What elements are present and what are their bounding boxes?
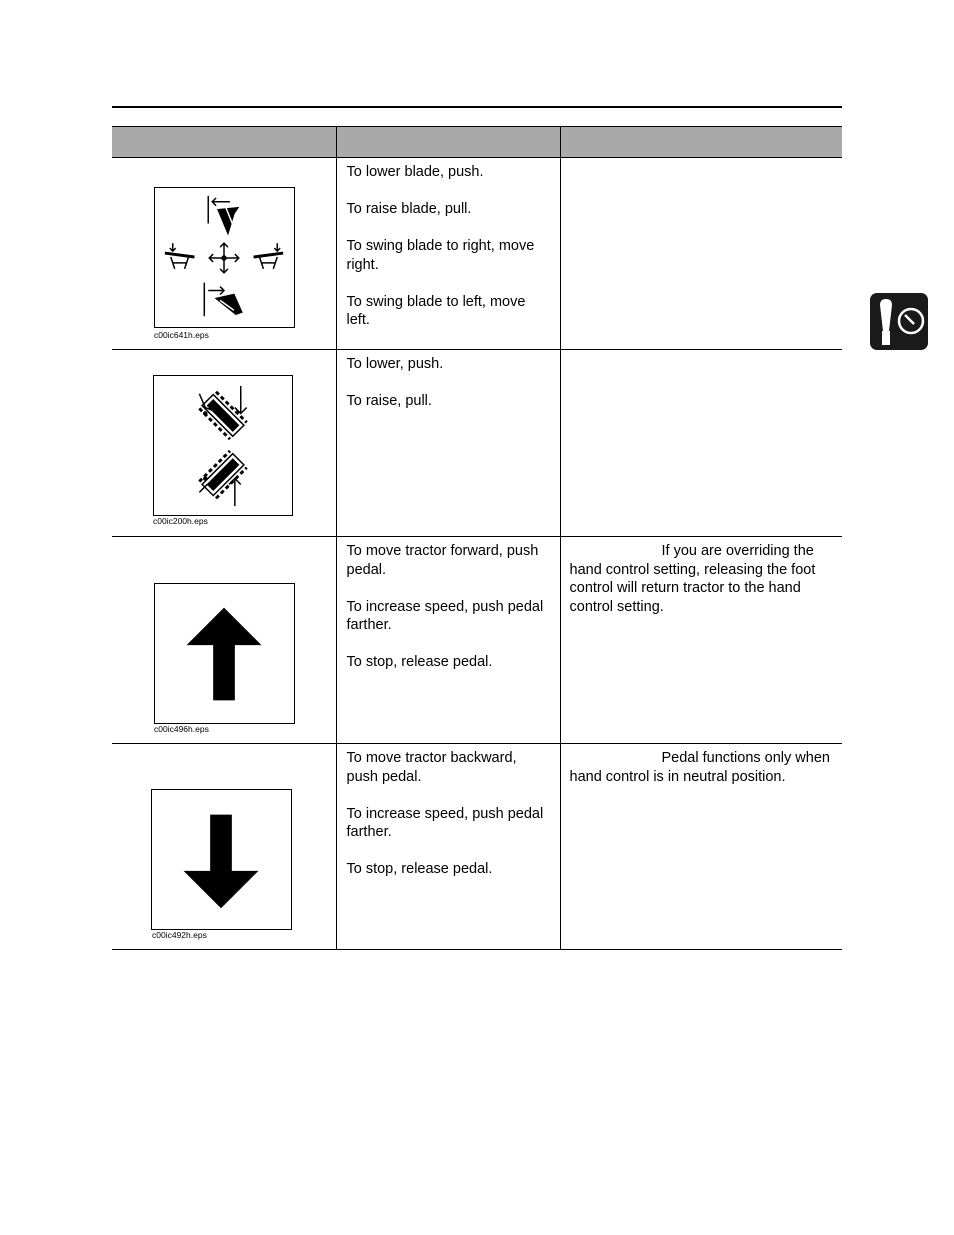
- table-row: [112, 350, 842, 537]
- table-row: [112, 537, 842, 744]
- action-text: To increase speed, push pedal farther.: [346, 598, 544, 633]
- notes-cell: [560, 744, 842, 950]
- controls-table: [112, 126, 842, 950]
- action-text: To move tractor forward, push pedal.: [346, 543, 539, 578]
- action-text: To swing blade to right, move right.: [346, 238, 535, 273]
- symbol-caption: c00ic496h.eps: [154, 724, 209, 734]
- controls-lever-gauge-icon: [870, 293, 928, 350]
- action-text: To lower, push.: [346, 356, 444, 372]
- action-text: To lower blade, push.: [346, 164, 484, 180]
- notes-text: Pedal functions only when hand control is in neutral position.: [569, 750, 830, 785]
- symbol-cell: [112, 158, 336, 350]
- action-cell: [336, 744, 560, 950]
- action-text: To swing blade to left, move left.: [346, 293, 526, 328]
- symbol-cell: [112, 350, 336, 537]
- symbol-cell: [112, 537, 336, 744]
- symbol-caption: c00ic641h.eps: [154, 330, 209, 340]
- header-cell-symbol: [112, 127, 336, 158]
- notes-paragraph: [570, 542, 835, 616]
- action-cell: [336, 350, 560, 537]
- header-cell-notes: [560, 127, 842, 158]
- action-text: To move tractor backward, push pedal.: [346, 750, 517, 785]
- action-text: To increase speed, push pedal farther.: [346, 805, 544, 840]
- notes-cell: [560, 158, 842, 350]
- blade-control-icon: [154, 187, 295, 328]
- symbol-caption: c00ic200h.eps: [153, 516, 208, 526]
- notes-text: If you are overriding the hand control setting, releasing the foot control will return tractor to the hand control setting.: [569, 543, 816, 615]
- action-text: To raise blade, pull.: [346, 201, 472, 217]
- action-text: To stop, release pedal.: [346, 861, 493, 877]
- arrow-down-icon: [151, 789, 292, 930]
- table-header-row: [112, 127, 842, 158]
- attachment-lift-icon: [153, 375, 293, 516]
- top-rule: [112, 106, 842, 108]
- table-row: [112, 158, 842, 350]
- header-cell-action: [336, 127, 560, 158]
- action-cell: [336, 537, 560, 744]
- notes-paragraph: [570, 749, 835, 786]
- symbol-caption: c00ic492h.eps: [152, 930, 207, 940]
- arrow-up-icon: [154, 583, 295, 724]
- table-row: [112, 744, 842, 950]
- notes-cell: [560, 537, 842, 744]
- action-text: To stop, release pedal.: [346, 654, 493, 670]
- notes-cell: [560, 350, 842, 537]
- symbol-cell: [112, 744, 336, 950]
- action-cell: [336, 158, 560, 350]
- action-text: To raise, pull.: [346, 393, 432, 409]
